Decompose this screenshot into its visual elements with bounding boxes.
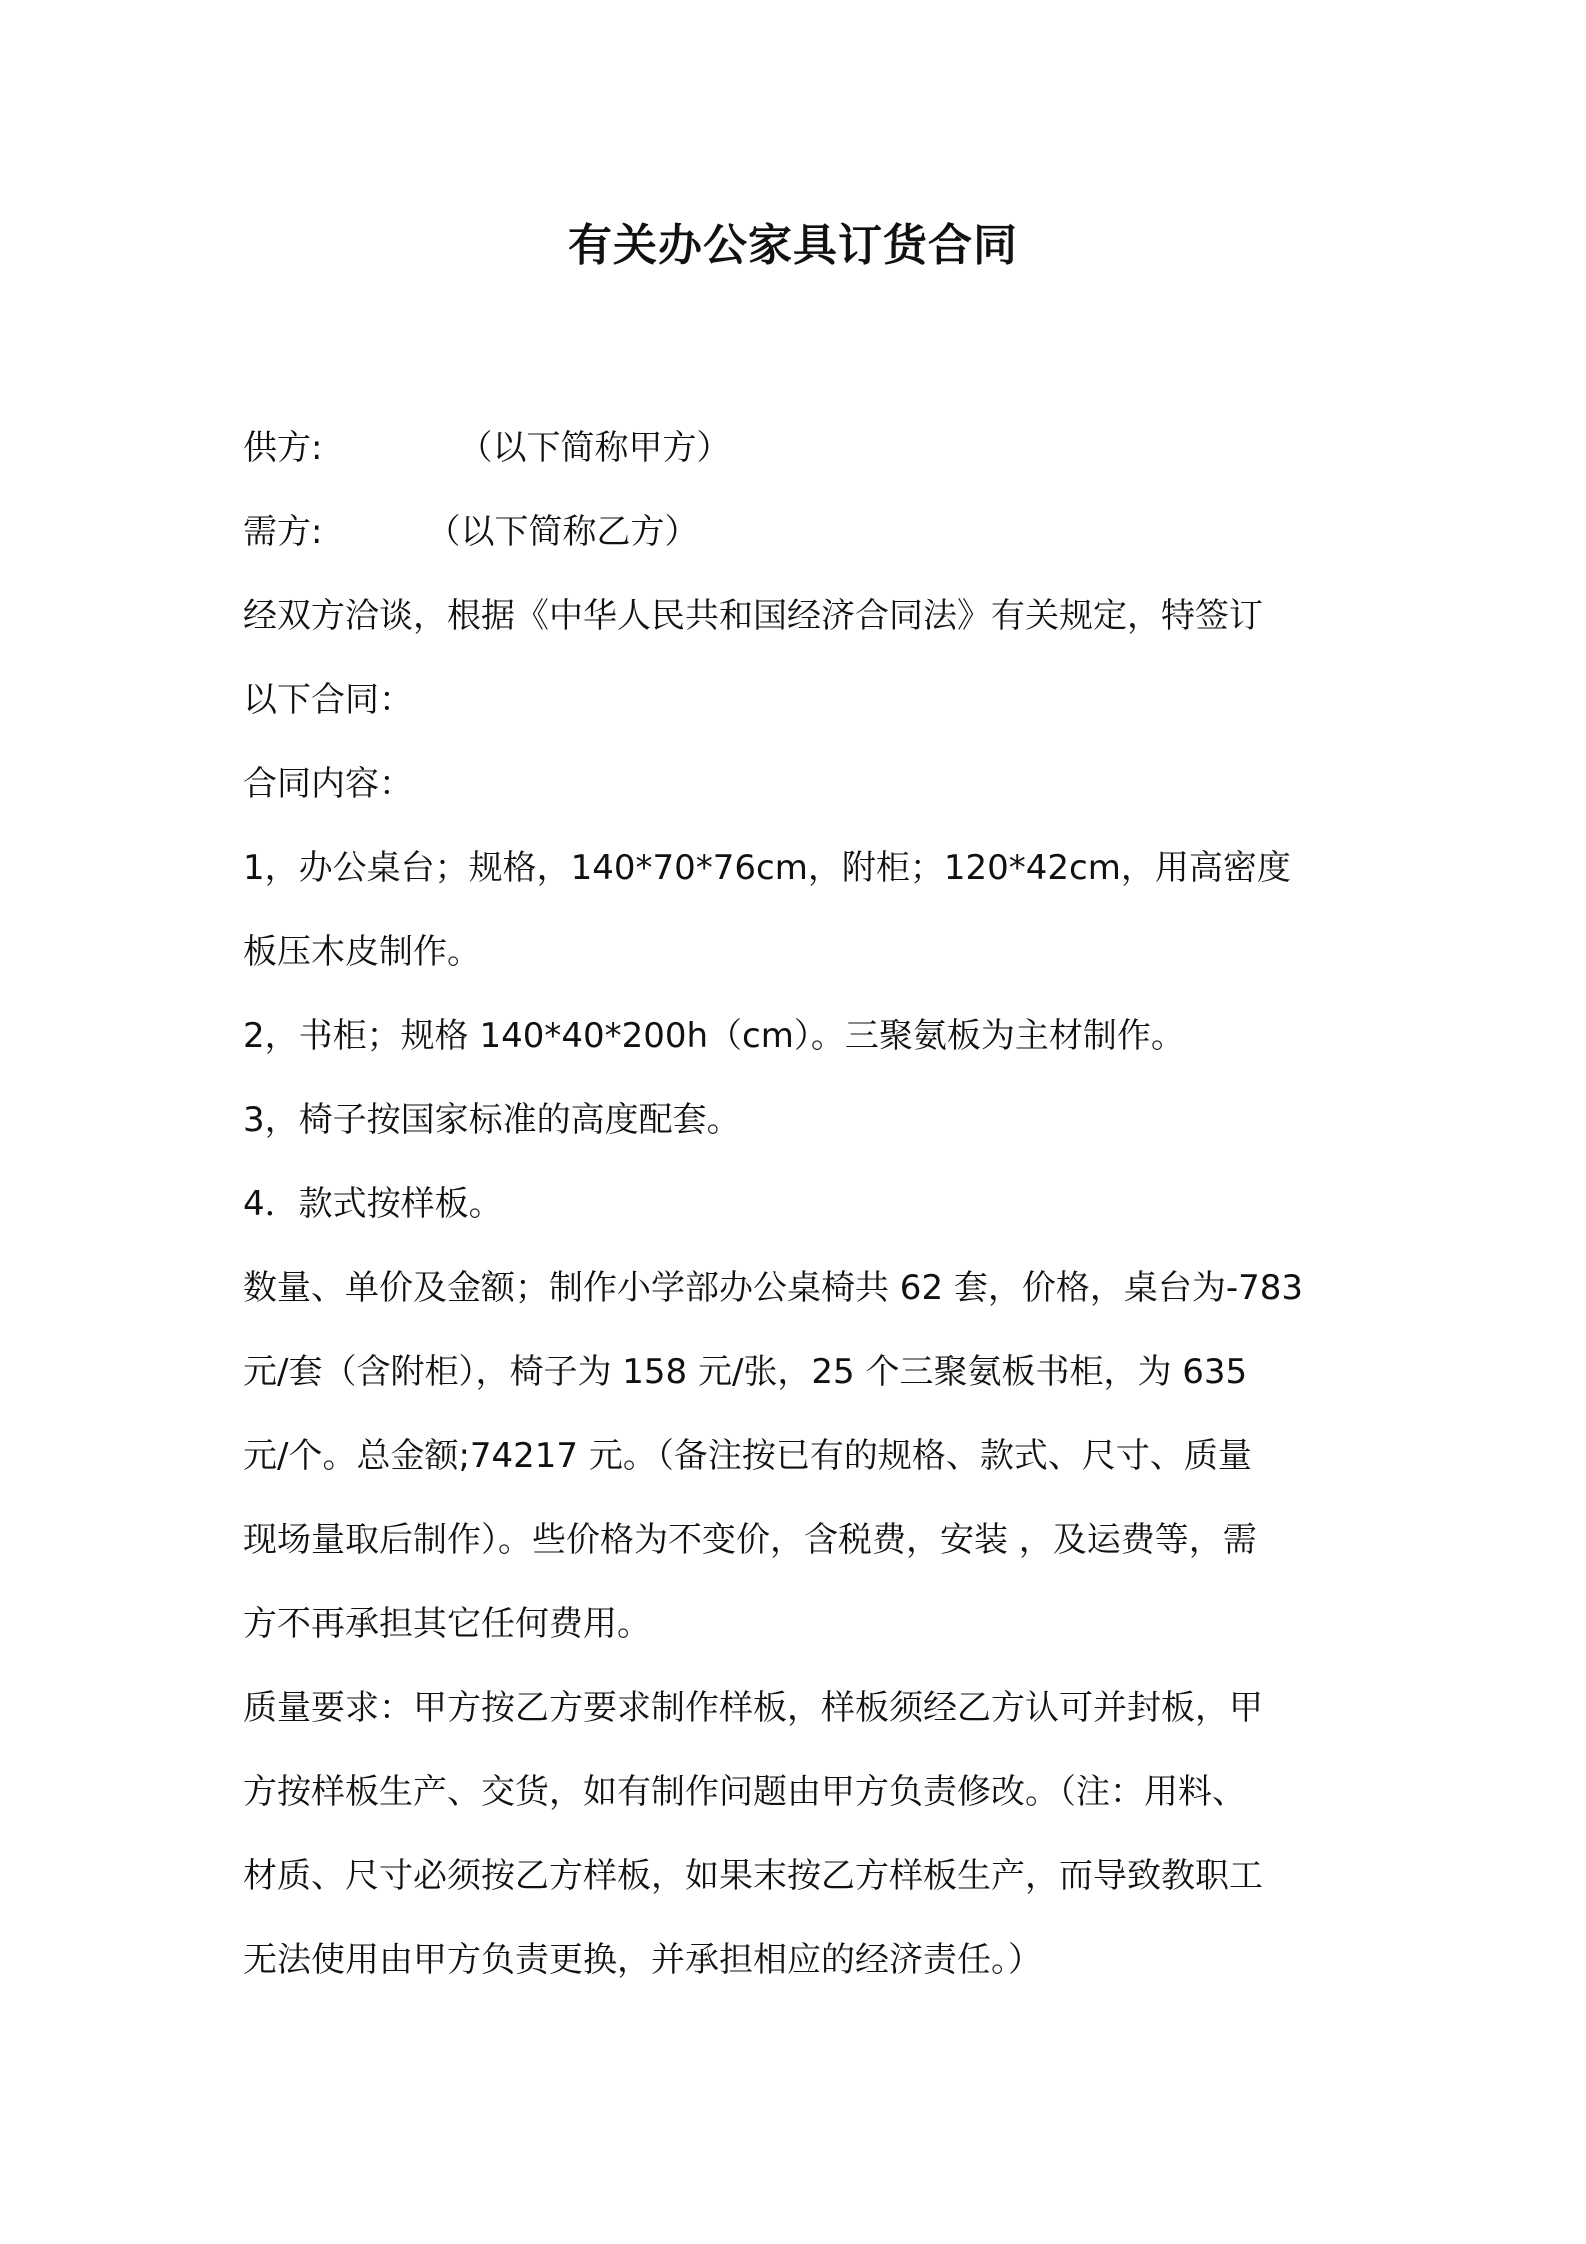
document-title: 有关办公家具订货合同 (568, 220, 1018, 271)
supplier-note: （以下简称甲方） (458, 428, 731, 468)
paragraph-line: 现场量取后制作）。些价格为不变价，含税费，安装 ，及运费等，需 (243, 1520, 1257, 1560)
buyer-label: 需方: (243, 512, 323, 552)
paragraph-line: 3，椅子按国家标准的高度配套。 (243, 1100, 741, 1140)
paragraph-line: 4．款式按样板。 (243, 1184, 503, 1224)
paragraph-line: 元/套（含附柜），椅子为 158 元/张，25 个三聚氨板书柜，为 635 (243, 1352, 1248, 1392)
supplier-label: 供方: (243, 428, 323, 468)
paragraph-line: 元/个。总金额;74217 元。（备注按已有的规格、款式、尺寸、质量 (243, 1436, 1252, 1476)
paragraph-line: 合同内容： (243, 764, 413, 804)
supplier-line (243, 406, 1353, 490)
paragraph-line: 无法使用由甲方负责更换，并承担相应的经济责任。） (243, 1940, 1042, 1980)
paragraph-line: 方按样板生产、交货，如有制作问题由甲方负责修改。（注：用料、 (243, 1772, 1246, 1812)
paragraph-line: 1，办公桌台；规格，140*70*76cm，附柜；120*42cm，用高密度 (243, 848, 1291, 888)
paragraph-line: 2，书柜；规格 140*40*200h（cm）。三聚氨板为主材制作。 (243, 1016, 1185, 1056)
paragraph-line: 材质、尺寸必须按乙方样板，如果末按乙方样板生产，而导致教职工 (243, 1856, 1263, 1896)
buyer-note: （以下简称乙方） (426, 512, 699, 552)
paragraph-line: 以下合同： (243, 680, 413, 720)
paragraph-line: 数量、单价及金额；制作小学部办公桌椅共 62 套，价格，桌台为-783 (243, 1268, 1304, 1308)
paragraph-line: 方不再承担其它任何费用。 (243, 1604, 651, 1644)
paragraph-line: 经双方洽谈，根据《中华人民共和国经济合同法》有关规定，特签订 (243, 596, 1263, 636)
paragraph-line: 质量要求：甲方按乙方要求制作样板，样板须经乙方认可并封板，甲 (243, 1688, 1263, 1728)
buyer-line (243, 490, 1353, 574)
paragraph-line: 板压木皮制作。 (243, 932, 481, 972)
document-body (243, 406, 1353, 2002)
